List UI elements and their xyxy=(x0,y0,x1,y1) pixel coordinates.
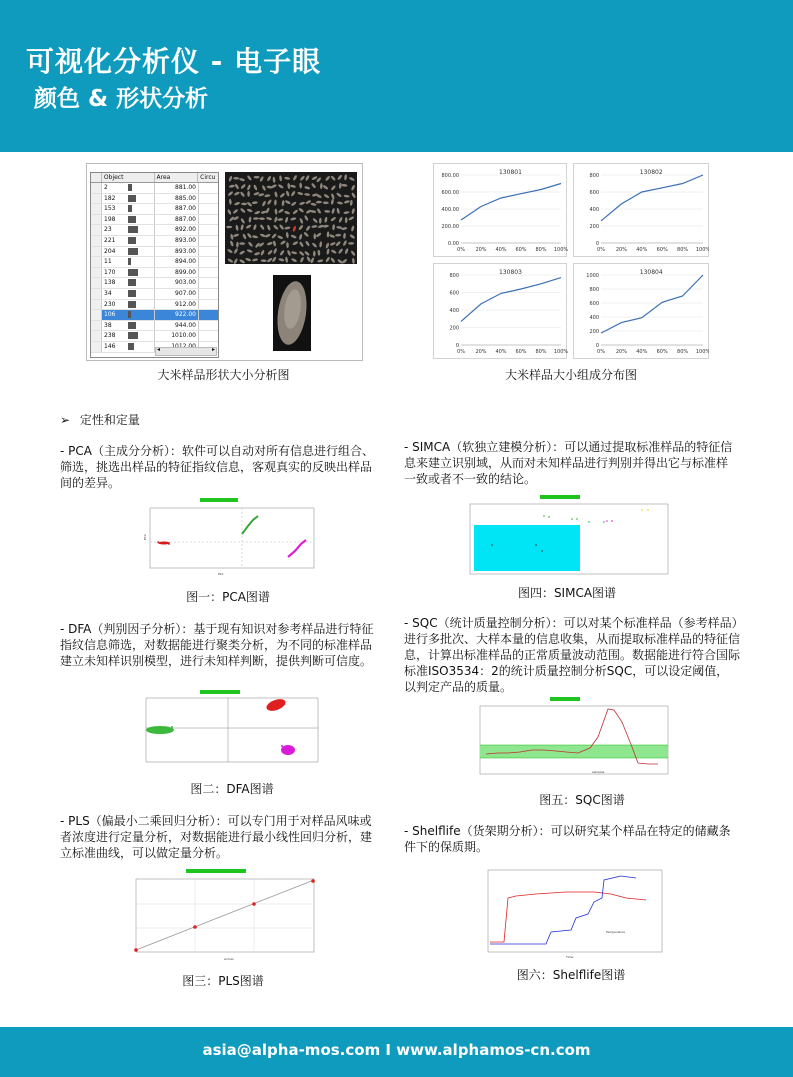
y-tick-label: 800.00 xyxy=(441,173,459,179)
y-tick-label: 200 xyxy=(589,224,599,230)
area-value: 912.00 xyxy=(155,300,199,310)
y-tick-label: 200.00 xyxy=(441,224,459,230)
y-tick-label: 0 xyxy=(595,241,599,247)
shelflife-figure xyxy=(476,866,666,958)
sqc-paragraph: - SQC（统计质量控制分析）：可以对某个标准样品（参考样品）进行多批次、大样本量的信息收集，从而提取标准样品的特征信息，计算出标准样品的正常质量波动范围。数据能进行符合国际标准ISO3534：2的统计质量控制分析SQC，可以设定阈值，以判定产品的质量。 xyxy=(404,616,741,694)
y-tick-label: 800 xyxy=(589,173,599,179)
table-row[interactable] xyxy=(91,236,218,247)
simca-figure xyxy=(462,495,672,577)
table-row[interactable] xyxy=(91,183,218,194)
page-subtitle: 颜色 & 形状分析 xyxy=(34,86,209,112)
footer-contact[interactable]: asia@alpha-mos.com I www.alphamos-cn.com xyxy=(202,1041,591,1059)
bullet-arrow-icon: ➢ xyxy=(60,413,71,427)
svg-text:Temperature: Temperature xyxy=(606,930,626,934)
x-tick-label: 40% xyxy=(636,247,648,253)
x-tick-label: 60% xyxy=(656,247,668,253)
area-value: 892.00 xyxy=(155,225,199,235)
y-tick-label: 200 xyxy=(589,329,599,335)
grain-thumbnail xyxy=(128,290,136,297)
object-id: 238 xyxy=(104,332,116,340)
distribution-chart-4 xyxy=(574,264,710,359)
x-tick-label: 60% xyxy=(515,247,527,253)
simca-caption: 图四：SIMCA图谱 xyxy=(517,586,617,600)
sqc-caption: 图五：SQC图谱 xyxy=(539,793,625,807)
object-id: 230 xyxy=(104,300,116,308)
pca-legend-bar xyxy=(200,498,238,502)
x-tick-label: 20% xyxy=(615,349,627,355)
object-id: 2 xyxy=(104,184,108,191)
pls-paragraph: - PLS（偏最小二乘回归分析）：可以专门用于对样品风味或者浓度进行定量分析，对数据能进行最小线性回归分析，建立标准曲线，可以做定量分析。 xyxy=(60,814,373,860)
object-id: 106 xyxy=(104,311,116,319)
table-row[interactable] xyxy=(91,268,218,279)
y-tick-label: 400 xyxy=(589,207,599,213)
svg-text:PC2: PC2 xyxy=(143,534,147,540)
object-id: 153 xyxy=(104,205,116,213)
y-tick-label: 600 xyxy=(589,301,599,307)
object-id: 204 xyxy=(104,247,116,255)
object-id: 146 xyxy=(104,342,116,350)
x-tick-label: 20% xyxy=(475,247,487,253)
dfa-legend-bar xyxy=(200,690,240,694)
grain-thumbnail xyxy=(128,226,138,233)
x-tick-label: 0% xyxy=(597,247,605,253)
shelflife-caption: 图六：Shelflife图谱 xyxy=(516,968,626,982)
x-tick-label: 60% xyxy=(515,349,527,355)
object-id: 34 xyxy=(104,289,112,297)
object-id: 23 xyxy=(104,226,112,234)
object-id: 38 xyxy=(104,321,112,329)
chart-title: 130803 xyxy=(499,269,522,276)
y-tick-label: 400.00 xyxy=(441,207,459,213)
y-tick-label: 600.00 xyxy=(441,190,459,196)
area-value: 922.00 xyxy=(155,310,199,320)
x-tick-label: 60% xyxy=(656,349,668,355)
dfa-caption: 图二：DFA图谱 xyxy=(190,782,274,796)
table-row[interactable] xyxy=(91,257,218,268)
simca-paragraph: - SIMCA（软独立建模分析）：可以通过提取标准样品的特征信息来建立识别域，从而对未知样品进行判别并得出它与标准样一致或者不一致的结论。 xyxy=(404,440,733,486)
horizontal-scrollbar[interactable] xyxy=(155,347,217,356)
column-area-header[interactable]: Area xyxy=(155,173,199,182)
pls-legend-bar xyxy=(186,869,246,873)
section-heading xyxy=(60,411,140,428)
sqc-control-band xyxy=(480,745,668,758)
table-row[interactable] xyxy=(91,289,218,300)
dfa-cluster-green xyxy=(146,726,174,734)
grain-thumbnail xyxy=(128,311,131,318)
y-tick-label: 0.00 xyxy=(447,241,459,247)
grain-thumbnail xyxy=(128,269,138,276)
column-circu-header[interactable]: Circu xyxy=(200,174,216,181)
area-value: 907.00 xyxy=(155,289,199,299)
area-value: 903.00 xyxy=(155,278,199,288)
sqc-figure xyxy=(472,697,692,779)
grain-thumbnail xyxy=(128,205,132,212)
object-id: 138 xyxy=(104,279,116,287)
area-value: 894.00 xyxy=(155,257,199,267)
area-value: 893.00 xyxy=(155,236,199,246)
table-row[interactable] xyxy=(91,225,218,236)
grain-thumbnail xyxy=(128,258,131,265)
y-tick-label: 1000 xyxy=(586,273,599,279)
x-tick-label: 100% xyxy=(695,247,709,253)
dfa-paragraph: - DFA（判别因子分析）：基于现有知识对参考样品进行特征指纹信息筛选，对数据能进行聚类分析，为不同的标准样品建立未知样识别模型，进行未知样判断，提供判断可信度。 xyxy=(60,622,374,668)
grain-thumbnail xyxy=(128,184,132,191)
area-value: 1010.00 xyxy=(155,331,199,341)
x-tick-label: 40% xyxy=(636,349,648,355)
y-tick-label: 800 xyxy=(589,287,599,293)
grain-thumbnail xyxy=(128,332,138,339)
y-tick-label: 800 xyxy=(449,273,459,279)
grain-thumbnail xyxy=(128,301,136,308)
dfa-figure xyxy=(142,690,322,770)
area-value: 887.00 xyxy=(155,215,199,225)
x-tick-label: 100% xyxy=(695,349,709,355)
svg-text:Actual: Actual xyxy=(224,957,234,961)
x-tick-label: 20% xyxy=(615,247,627,253)
section-heading-text: 定性和定量 xyxy=(79,413,140,427)
header-banner xyxy=(0,0,793,152)
area-value: 899.00 xyxy=(155,268,199,278)
object-id: 11 xyxy=(104,258,112,266)
x-tick-label: 0% xyxy=(457,247,465,253)
footer-banner xyxy=(0,1027,793,1077)
y-tick-label: 200 xyxy=(449,325,459,332)
table-row[interactable] xyxy=(91,331,218,342)
sqc-legend-bar xyxy=(550,697,580,701)
table-row[interactable] xyxy=(91,247,218,258)
shelflife-paragraph: - Shelflife（货架期分析）：可以研究某个样品在特定的储藏条件下的保质期。 xyxy=(404,824,731,854)
x-tick-label: 20% xyxy=(475,349,487,355)
table-row[interactable] xyxy=(91,278,218,289)
distribution-chart-2 xyxy=(574,164,710,257)
distribution-chart-1 xyxy=(434,164,569,257)
pls-figure xyxy=(128,869,318,964)
table-row[interactable] xyxy=(91,310,218,321)
size-distribution-figure xyxy=(433,163,709,359)
chart-title: 130804 xyxy=(639,269,663,276)
x-tick-label: 80% xyxy=(677,349,689,355)
x-tick-label: 80% xyxy=(535,247,547,253)
pca-paragraph: - PCA（主成分分析）：软件可以自动对所有信息进行组合、筛选，挑选出样品的特征指纹信息，客观真实的反映出样品间的差异。 xyxy=(60,444,374,490)
simca-legend-bar xyxy=(540,495,580,499)
y-tick-label: 400 xyxy=(589,315,599,321)
object-table xyxy=(90,172,219,358)
grain-thumbnail xyxy=(128,216,136,223)
x-tick-label: 80% xyxy=(535,349,547,355)
x-tick-label: 100% xyxy=(553,247,569,253)
chart-title: 130802 xyxy=(639,169,663,176)
y-tick-label: 0 xyxy=(595,343,599,349)
pca-caption: 图一：PCA图谱 xyxy=(186,590,270,604)
table-row[interactable] xyxy=(91,215,218,226)
object-id: 198 xyxy=(104,215,116,223)
y-tick-label: 600 xyxy=(589,190,599,196)
table-row[interactable] xyxy=(91,300,218,311)
chart-title: 130801 xyxy=(499,169,522,176)
object-id: 221 xyxy=(104,236,116,244)
area-value: 881.00 xyxy=(155,183,199,193)
x-tick-label: 0% xyxy=(457,349,465,355)
object-id: 170 xyxy=(104,268,116,276)
shape-analysis-figure xyxy=(86,163,363,361)
rice-grain-closeup xyxy=(273,275,311,351)
table-row[interactable] xyxy=(91,194,218,205)
y-tick-label: 400 xyxy=(449,308,459,314)
svg-text:samples: samples xyxy=(592,770,605,774)
scroll-left-icon[interactable]: ◂ xyxy=(157,346,161,353)
distribution-chart-3 xyxy=(434,264,569,359)
simca-acceptance-area xyxy=(474,525,580,571)
area-value: 885.00 xyxy=(155,194,199,204)
grain-thumbnail xyxy=(128,248,138,255)
pls-caption: 图三：PLS图谱 xyxy=(182,974,264,988)
svg-text:Time: Time xyxy=(566,955,574,958)
page-title: 可视化分析仪 - 电子眼 xyxy=(26,45,322,78)
dfa-cluster-magenta xyxy=(281,745,295,755)
table-row[interactable] xyxy=(91,204,218,215)
area-value: 887.00 xyxy=(155,204,199,214)
column-object-header[interactable]: Object xyxy=(102,173,155,182)
pca-figure xyxy=(138,498,318,578)
area-value: 944.00 xyxy=(155,321,199,331)
area-value: 893.00 xyxy=(155,247,199,257)
grain-thumbnail xyxy=(128,195,136,202)
y-tick-label: 600 xyxy=(449,290,459,297)
x-tick-label: 80% xyxy=(677,247,689,253)
scroll-right-icon[interactable]: ▸ xyxy=(211,346,215,353)
object-id: 182 xyxy=(104,194,116,202)
svg-text:PC1: PC1 xyxy=(218,572,224,576)
grain-thumbnail xyxy=(128,279,136,286)
x-tick-label: 0% xyxy=(597,349,605,355)
y-tick-label: 0 xyxy=(455,343,459,349)
x-tick-label: 40% xyxy=(495,349,507,355)
grain-thumbnail xyxy=(128,343,134,350)
size-distribution-caption: 大米样品大小组成分布图 xyxy=(504,368,637,382)
x-tick-label: 100% xyxy=(553,349,569,355)
grain-thumbnail xyxy=(128,237,136,244)
x-tick-label: 40% xyxy=(495,247,507,253)
shape-analysis-caption: 大米样品形状大小分析图 xyxy=(157,368,290,382)
table-row[interactable] xyxy=(91,321,218,332)
grain-thumbnail xyxy=(128,322,136,329)
rice-grains-image xyxy=(225,172,357,264)
